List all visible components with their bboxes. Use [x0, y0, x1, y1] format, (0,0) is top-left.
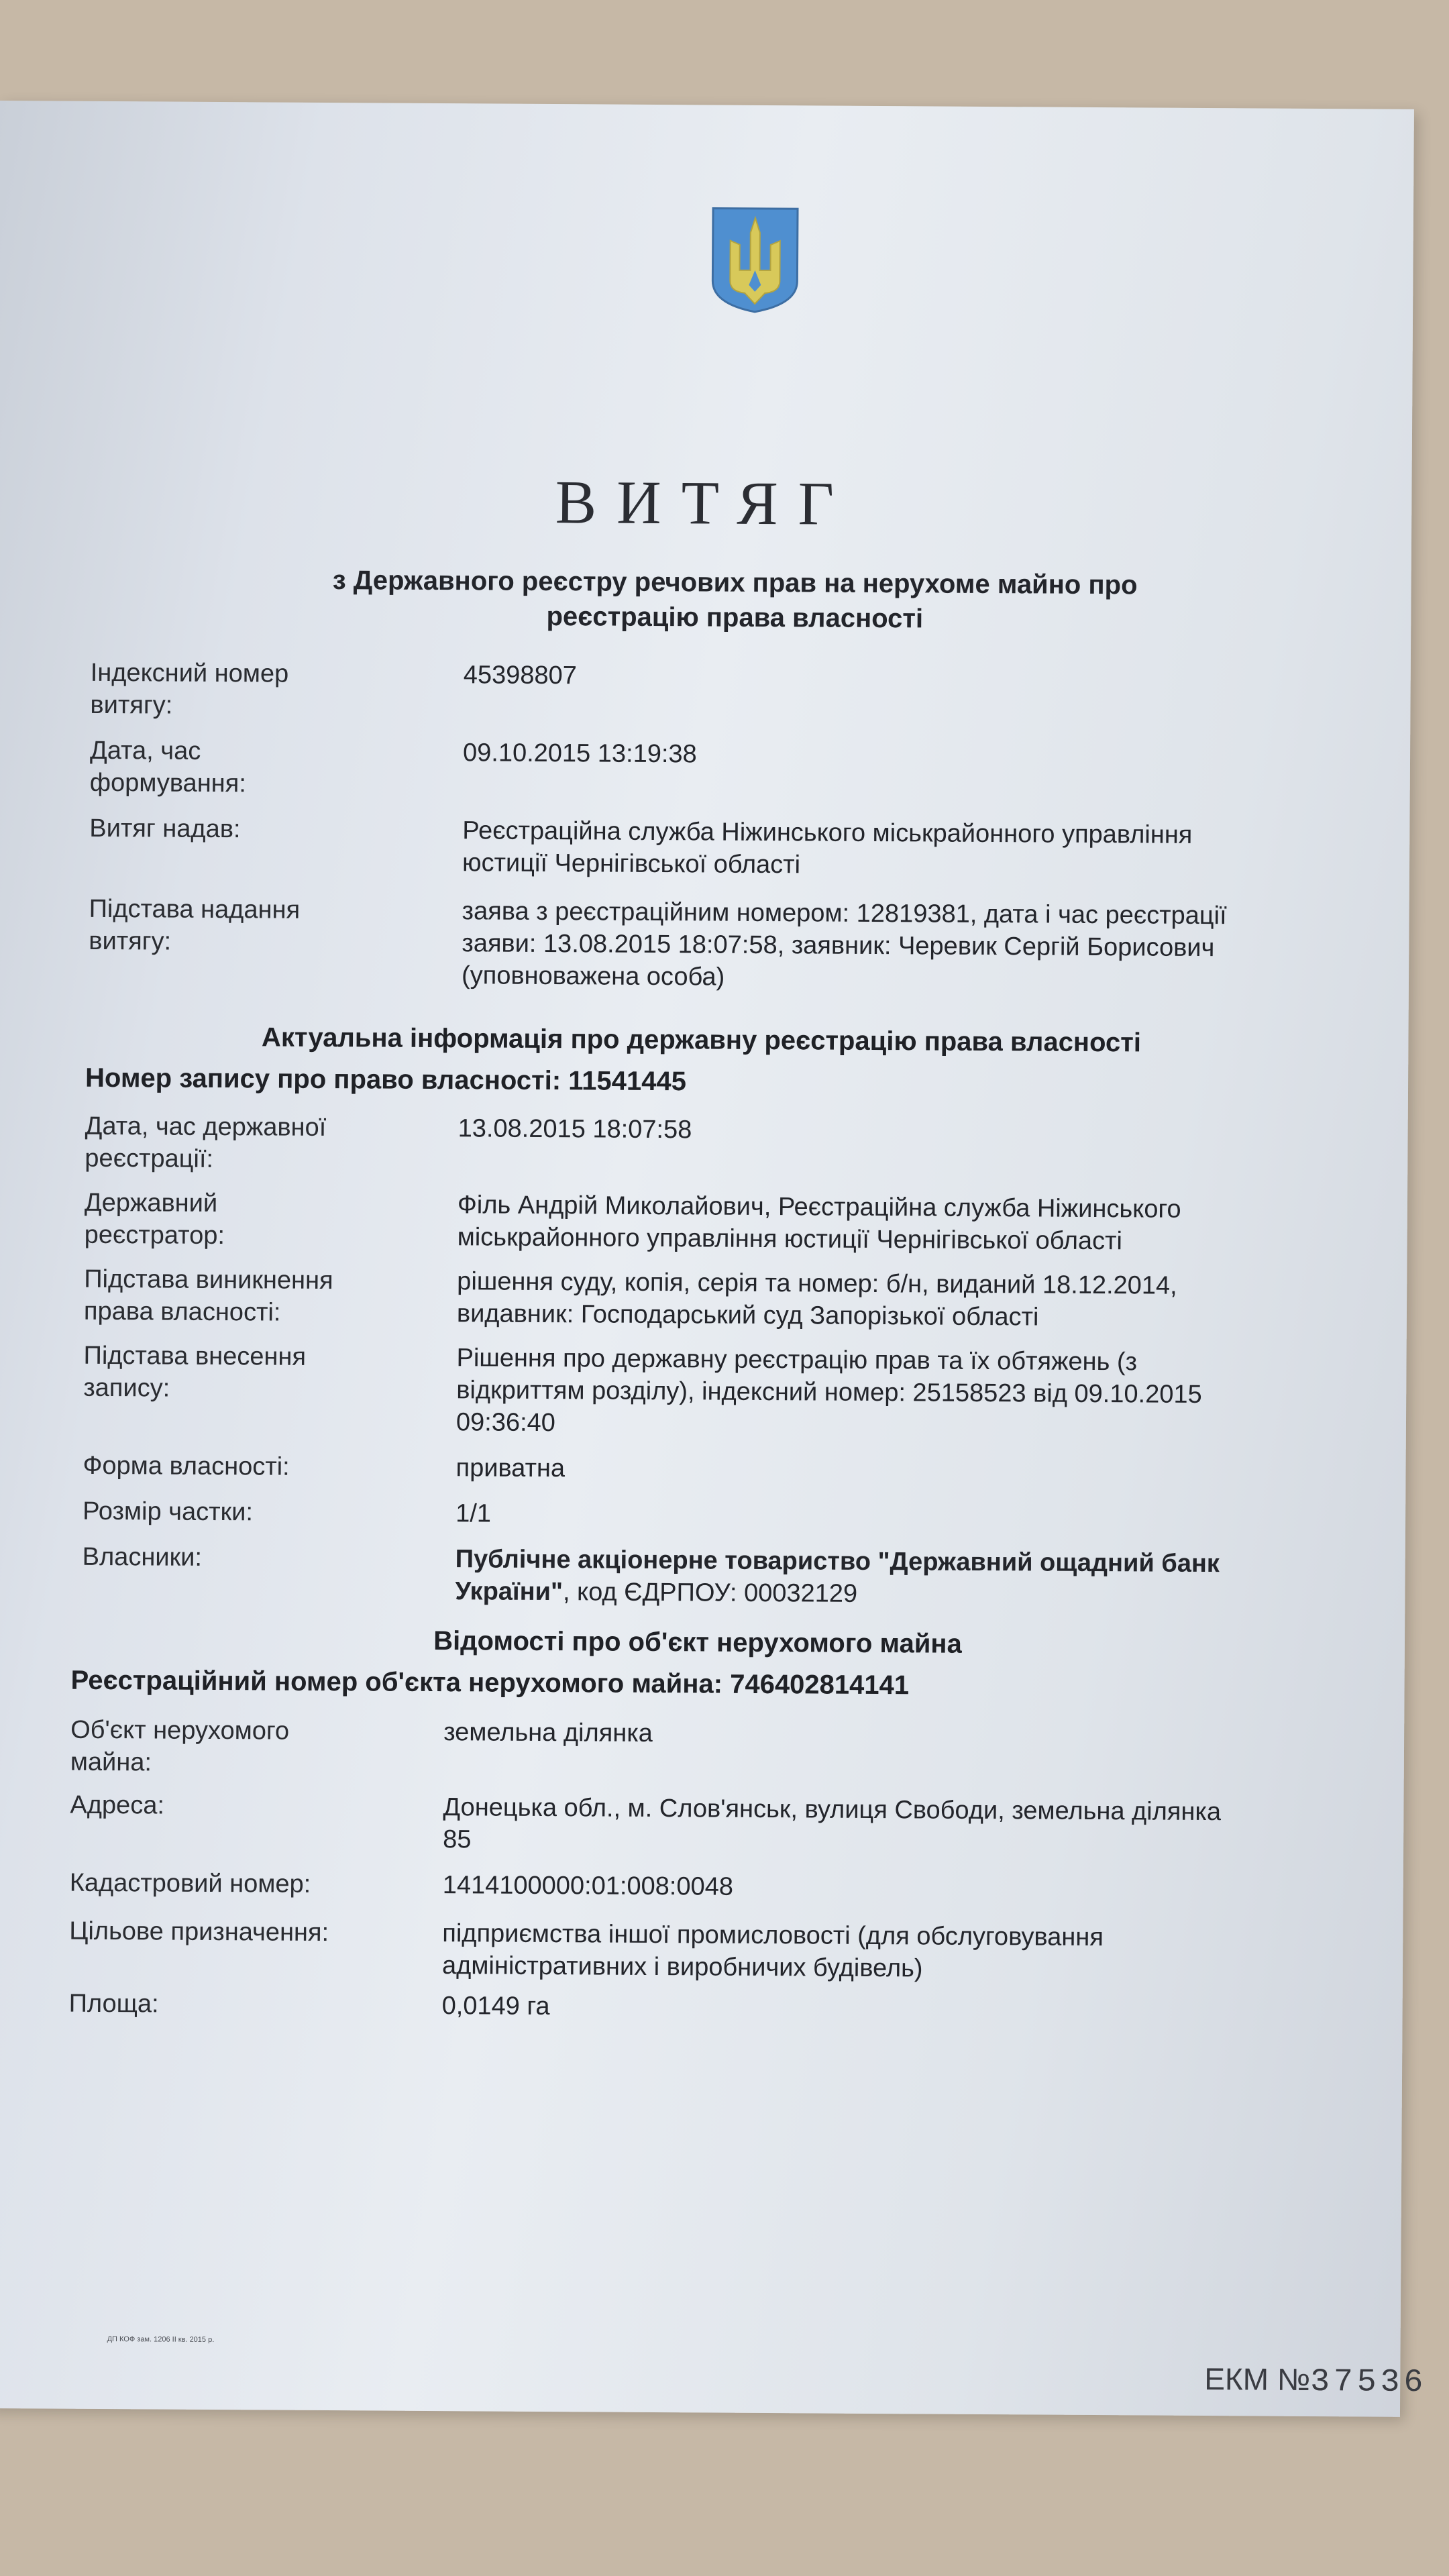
field-label: Площа: — [68, 1989, 159, 2019]
field-label: Власники: — [82, 1542, 203, 1572]
field-value: приватна — [455, 1454, 566, 1483]
field-label: Індексний номер витягу: — [90, 658, 289, 720]
print-footnote: ДП КОФ зам. 1206 ІІ кв. 2015 р. — [107, 2335, 215, 2345]
field-value: Донецька обл., м. Слов'янськ, вулиця Свободи, земельна ділянка 85 — [443, 1793, 1222, 1854]
field-label: Підстава внесення запису: — [83, 1341, 307, 1403]
document-sheet — [0, 101, 1428, 2417]
owner-code: , код ЄДРПОУ: 00032129 — [562, 1578, 858, 1608]
ekm-label: ЕКМ № — [1204, 2361, 1311, 2397]
field-label: Розмір частки: — [83, 1497, 254, 1527]
field-value: заява з реєстраційним номером: 12819381, дата і час реєстрації заяви: 13.08.2015 18:07:58, заявник: Черевик Сергій Борисович (уповноважена особа) — [461, 897, 1227, 991]
object-registration-number: Реєстраційний номер об'єкта нерухомого майна: 746402814141 — [70, 1665, 910, 1701]
field-value: 0,0149 га — [441, 1992, 550, 2021]
field-label: Кадастровий номер: — [69, 1868, 311, 1898]
field-value: рішення суду, копія, серія та номер: б/н, виданий 18.12.2014, видавник: Господарський суд Запорізької області — [456, 1267, 1177, 1332]
ekm-number — [1204, 2361, 1427, 2401]
field-label: Витяг надав: — [89, 814, 241, 844]
field-value: 1/1 — [455, 1499, 492, 1528]
field-value: 09.10.2015 13:19:38 — [462, 739, 697, 769]
field-value: Філь Андрій Миколайович, Реєстраційна служба Ніжинського міськрайонного управління юстиції Чернігівської області — [457, 1191, 1181, 1256]
field-label: Дата, час формування: — [89, 736, 247, 798]
field-value: Реєстраційна служба Ніжинського міськрайонного управління юстиції Чернігівської області — [462, 816, 1193, 879]
ownership-record-number: Номер запису про право власності: 11541445 — [85, 1063, 687, 1097]
field-label: Адреса: — [70, 1790, 165, 1820]
field-value: 13.08.2015 18:07:58 — [458, 1114, 692, 1144]
field-label: Дата, час державної реєстрації: — [85, 1112, 327, 1173]
document-subtitle: з Державного реєстру речових прав на нерухоме майно про реєстрацію права власності — [332, 566, 1138, 634]
field-label: Цільове призначення: — [69, 1917, 329, 1947]
field-value: Рішення про державну реєстрацію прав та їх обтяжень (з відкриттям розділу), індексний номер: 25158523 від 09.10.2015 09:36:40 — [455, 1344, 1202, 1438]
section-heading-object: Відомості про об'єкт нерухомого майна — [433, 1625, 962, 1659]
owner-name: Публічне акціонерне товариство "Державний ощадний банк України" — [455, 1545, 1220, 1607]
field-label: Державний реєстратор: — [84, 1188, 225, 1250]
field-value: підприємства іншої промисловості (для обслуговування адміністративних і виробничих будівель) — [441, 1919, 1104, 1983]
field-label: Об'єкт нерухомого майна: — [70, 1715, 290, 1777]
field-label: Форма власності: — [83, 1451, 290, 1481]
field-value: земельна ділянка — [443, 1718, 653, 1748]
coat-of-arms-icon — [710, 205, 800, 315]
field-value: 45398807 — [463, 661, 577, 690]
section-heading-actual: Актуальна інформація про державну реєстрацію права власності — [261, 1022, 1142, 1058]
field-value: 1414100000:01:008:0048 — [442, 1871, 734, 1901]
owners-value — [455, 1543, 1395, 1613]
field-label: Підстава виникнення права власності: — [83, 1265, 333, 1327]
field-label: Підстава надання витягу: — [89, 894, 301, 956]
ekm-digits: 37536 — [1310, 2363, 1428, 2402]
document-title: ВИТЯГ — [555, 468, 855, 538]
